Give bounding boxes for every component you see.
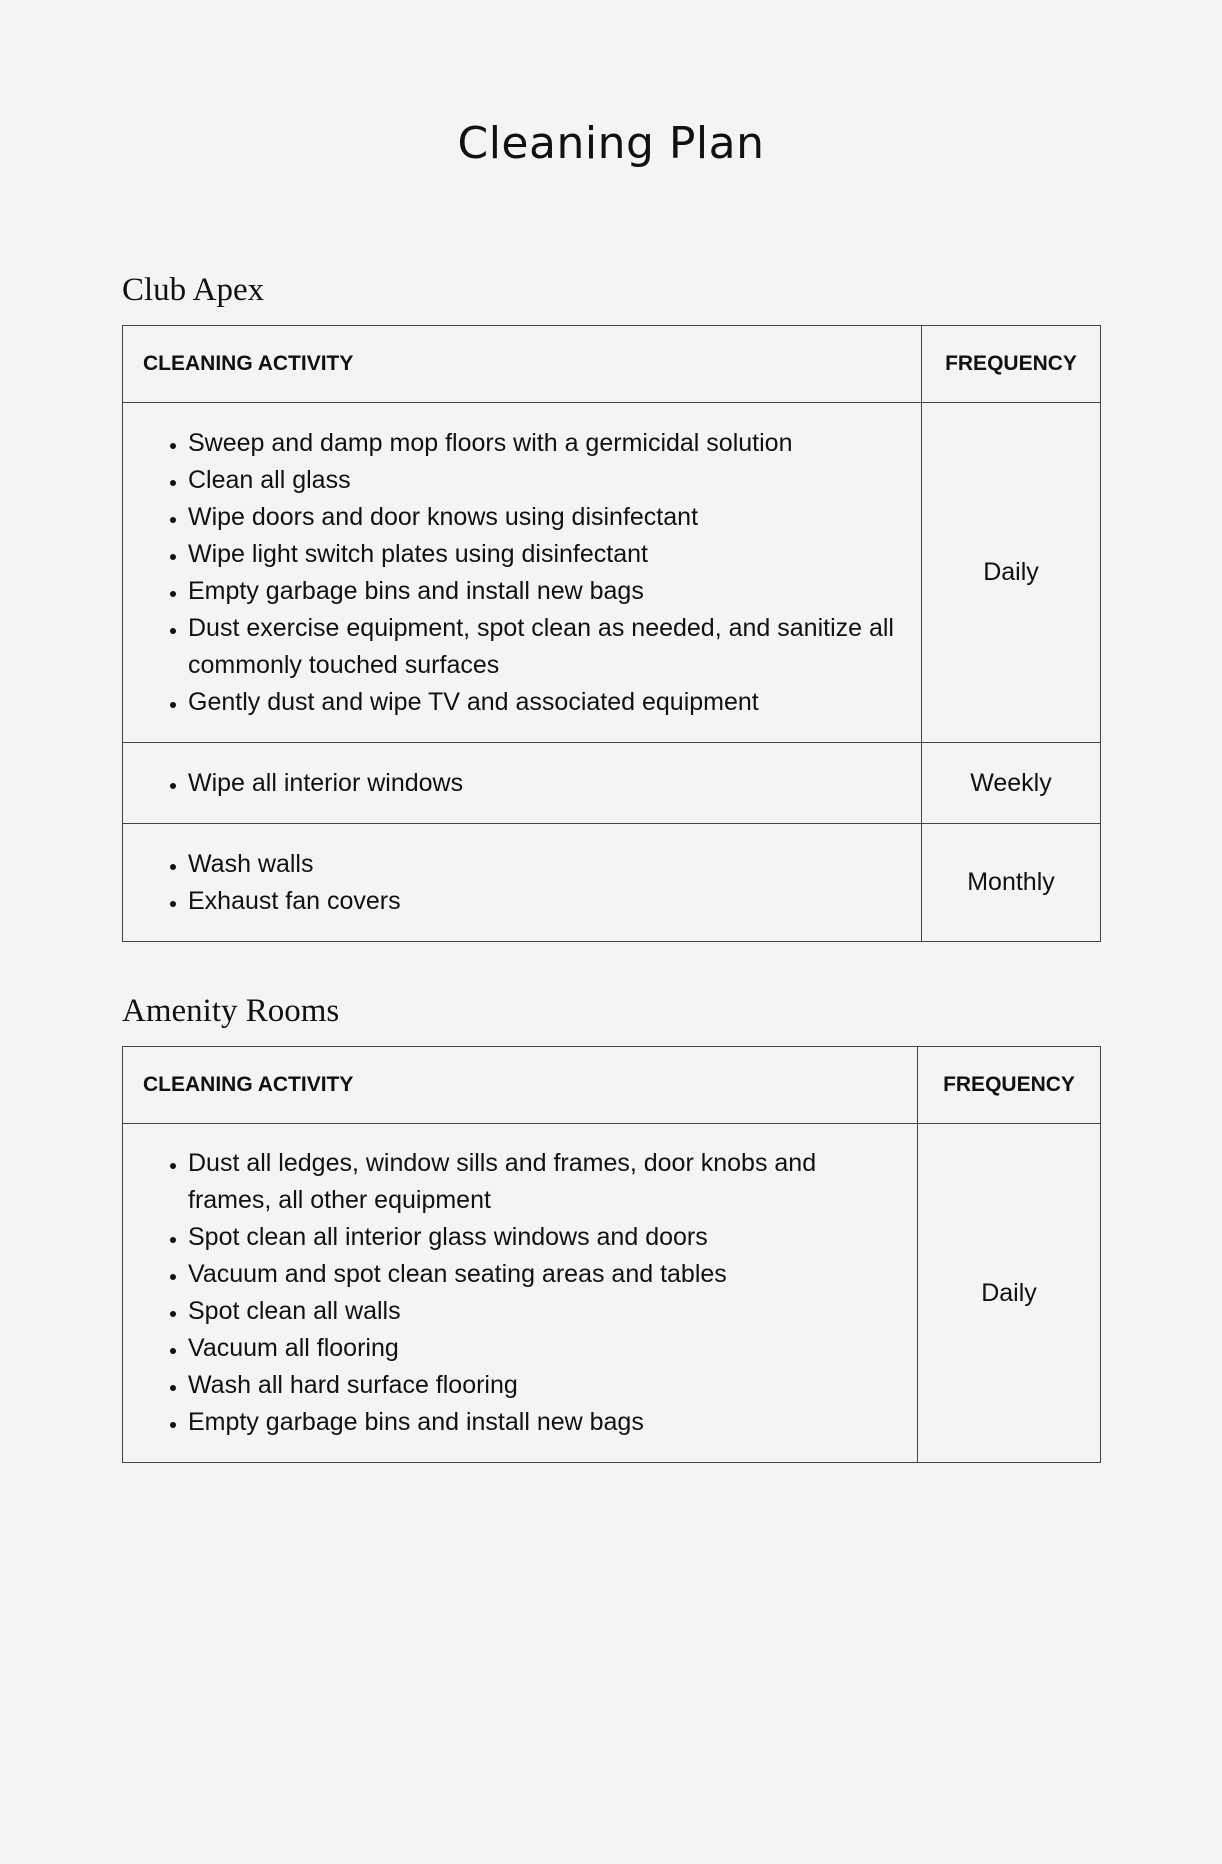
- list-item: • Spot clean all interior glass windows and doors: [188, 1219, 897, 1256]
- section-heading-club-apex: Club Apex: [122, 272, 265, 308]
- activity-list: [143, 846, 901, 920]
- list-item: • Wipe doors and door knows using disinfectant: [188, 499, 901, 536]
- frequency-cell: Daily: [922, 403, 1101, 743]
- list-item: • Sweep and damp mop floors with a germicidal solution: [188, 425, 901, 462]
- list-item: • Wash walls: [188, 846, 901, 883]
- table-row: [123, 1124, 1101, 1463]
- list-item: • Gently dust and wipe TV and associated equipment: [188, 684, 901, 721]
- activity-list: [143, 425, 901, 721]
- frequency-cell: Daily: [918, 1124, 1101, 1463]
- table-header-row: [123, 326, 1101, 403]
- activity-list: [143, 1145, 897, 1441]
- column-header-frequency: FREQUENCY: [918, 1047, 1101, 1124]
- column-header-frequency: FREQUENCY: [922, 326, 1101, 403]
- table-header-row: [123, 1047, 1101, 1124]
- list-item: • Exhaust fan covers: [188, 883, 901, 920]
- activity-cell: [123, 403, 922, 743]
- table-row: [123, 824, 1101, 942]
- list-item: • Vacuum and spot clean seating areas and tables: [188, 1256, 897, 1293]
- activity-cell: [123, 824, 922, 942]
- activity-list: [143, 765, 901, 802]
- list-item: • Vacuum all flooring: [188, 1330, 897, 1367]
- activity-cell: [123, 743, 922, 824]
- list-item: • Dust all ledges, window sills and frames, door knobs and frames, all other equipment: [188, 1145, 897, 1219]
- list-item: • Empty garbage bins and install new bags: [188, 573, 901, 610]
- list-item: • Empty garbage bins and install new bags: [188, 1404, 897, 1441]
- list-item: • Wipe light switch plates using disinfectant: [188, 536, 901, 573]
- list-item: • Wash all hard surface flooring: [188, 1367, 897, 1404]
- list-item: • Wipe all interior windows: [188, 765, 901, 802]
- section-heading-amenity-rooms: Amenity Rooms: [122, 993, 340, 1029]
- table-row: [123, 403, 1101, 743]
- list-item: • Spot clean all walls: [188, 1293, 897, 1330]
- activity-cell: [123, 1124, 918, 1463]
- list-item: • Dust exercise equipment, spot clean as needed, and sanitize all commonly touched surfaces: [188, 610, 901, 684]
- club-apex-table: [122, 325, 1101, 942]
- column-header-activity: CLEANING ACTIVITY: [123, 326, 922, 403]
- table-row: [123, 743, 1101, 824]
- page-title: Cleaning Plan: [457, 118, 765, 169]
- column-header-activity: CLEANING ACTIVITY: [123, 1047, 918, 1124]
- frequency-cell: Monthly: [922, 824, 1101, 942]
- frequency-cell: Weekly: [922, 743, 1101, 824]
- list-item: • Clean all glass: [188, 462, 901, 499]
- amenity-rooms-table: [122, 1046, 1101, 1463]
